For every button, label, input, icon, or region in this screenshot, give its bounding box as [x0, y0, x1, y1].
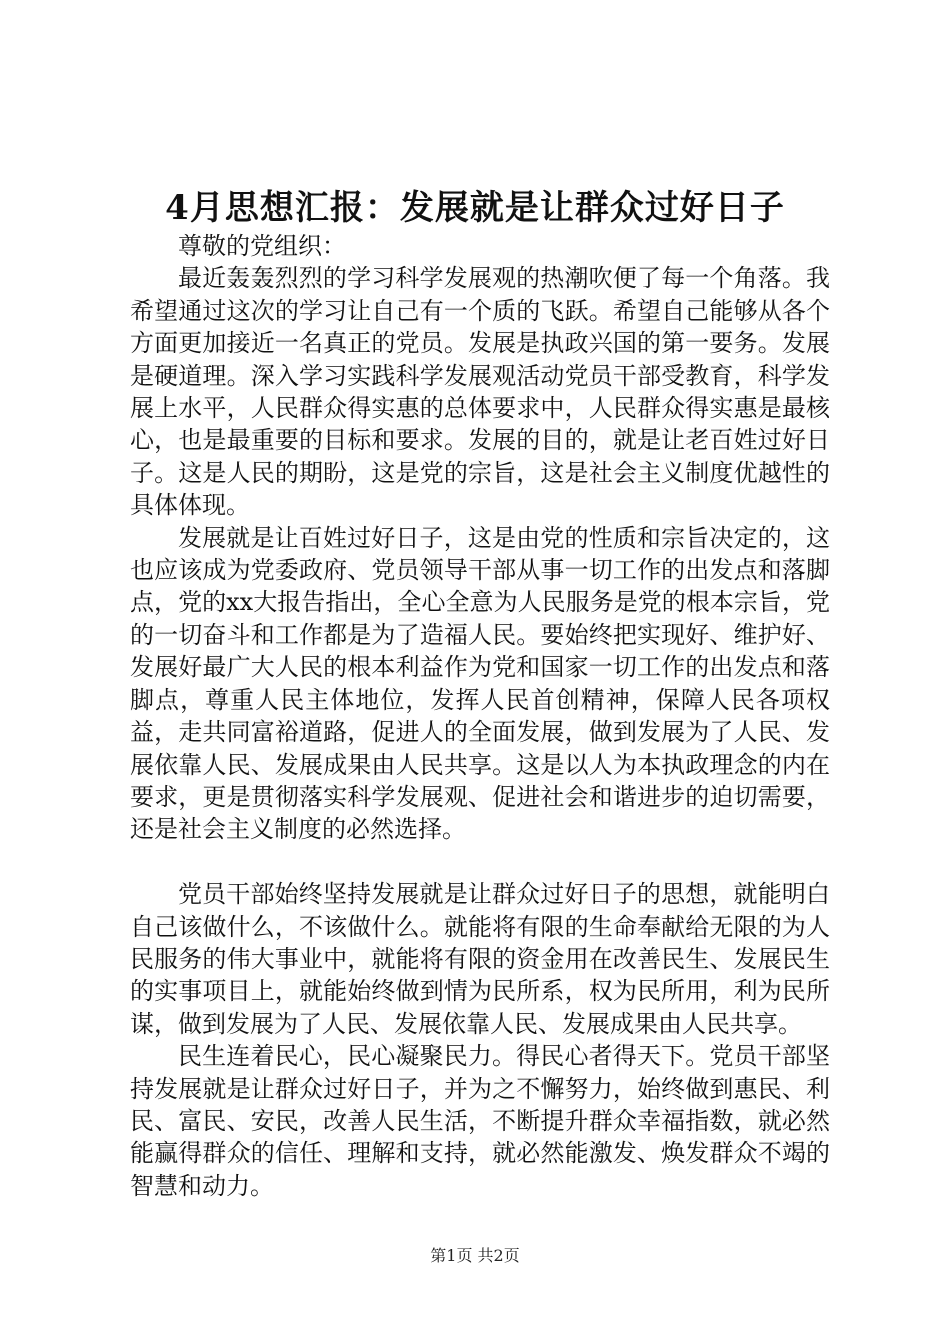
paragraph-spacer [130, 846, 830, 878]
paragraph-4: 民生连着民心，民心凝聚民力。得民心者得天下。党员干部坚持发展就是让群众过好日子，并为之不懈努力，始终做到惠民、利民、富民、安民，改善人民生活，不断提升群众幸福指数，就必然能赢得群众的信任、理解和支持，就必然能激发、焕发群众不竭的智慧和动力。 [130, 1042, 830, 1200]
paragraph-1: 最近轰轰烈烈的学习科学发展观的热潮吹便了每一个角落。我希望通过这次的学习让自己有一个质的飞跃。希望自己能够从各个方面更加接近一名真正的党员。发展是执政兴国的第一要务。发展是硬道理。深入学习实践科学发展观活动党员干部受教育，科学发展上水平，人民群众得实惠的总体要求中，人民群众得实惠是最核心，也是最重要的目标和要求。发展的目的，就是让老百姓过好日子。这是人民的期盼，这是党的宗旨，这是社会主义制度优越性的具体体现。 [130, 264, 830, 520]
document-title: 4月思想汇报：发展就是让群众过好日子 [165, 188, 785, 228]
paragraph-2: 发展就是让百姓过好日子，这是由党的性质和宗旨决定的，这也应该成为党委政府、党员领导干部从事一切工作的出发点和落脚点，党的xx大报告指出，全心全意为人民服务是党的根本宗旨，党的一切奋斗和工作都是为了造福人民。要始终把实现好、维护好、发展好最广大人民的根本利益作为党和国家一切工作的出发点和落脚点，尊重人民主体地位，发挥人民首创精神，保障人民各项权益，走共同富裕道路，促进人的全面发展，做到发展为了人民、发展依靠人民、发展成果由人民共享。这是以人为本执政理念的内在要求，更是贯彻落实科学发展观、促进社会和谐进步的迫切需要，还是社会主义制度的必然选择。 [130, 523, 830, 844]
salutation: 尊敬的党组织： [178, 232, 346, 260]
page-footer: 第1页 共2页 [430, 1246, 520, 1265]
document-body [130, 230, 830, 1202]
paragraph-3: 党员干部始终坚持发展就是让群众过好日子的思想，就能明白自己该做什么，不该做什么。就能将有限的生命奉献给无限的为人民服务的伟大事业中，就能将有限的资金用在改善民生、发展民生的实事项目上，就能始终做到情为民所系，权为民所用，利为民所谋，做到发展为了人民、发展依靠人民、发展成果由人民共享。 [130, 880, 830, 1038]
